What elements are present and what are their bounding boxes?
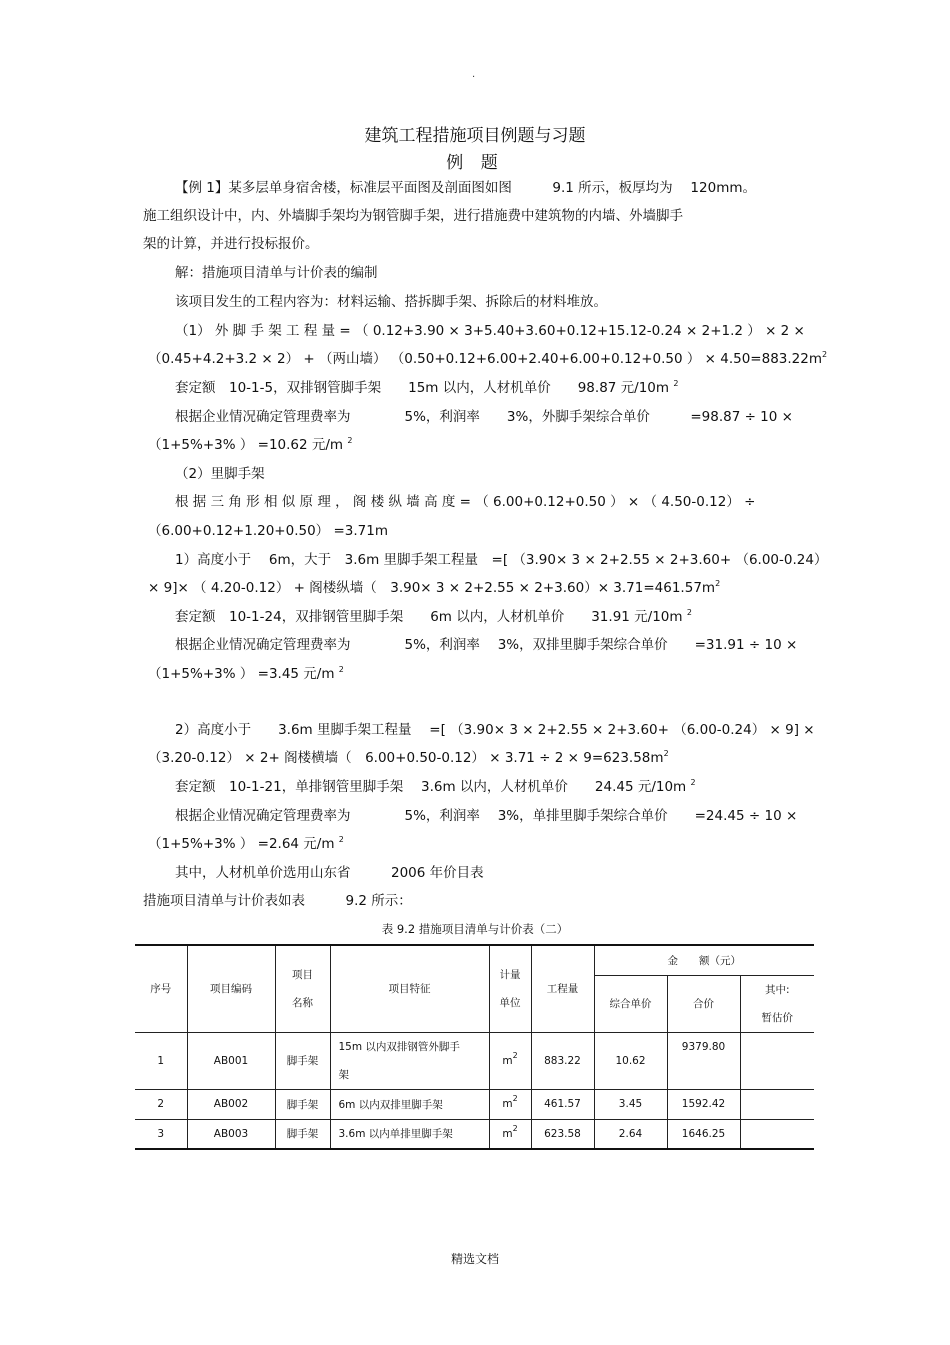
paragraph-line: 套定额 10-1-24，双排钢管里脚手架 6m 以内，人材机单价 31.91 元/10m $^2$ bbox=[175, 608, 692, 625]
paragraph-line: 根据企业情况确定管理费率为 5%，利润率 3%，外脚手架综合单价 =98.87 ÷ 10 × bbox=[175, 409, 793, 425]
header-provisional: 其中: 暂估价 bbox=[740, 975, 814, 1032]
header-seq: 序号 bbox=[135, 945, 187, 1032]
paragraph-line: 套定额 10-1-21，单排钢管里脚手架 3.6m 以内，人材机单价 24.45 元/10m $^2$ bbox=[175, 778, 696, 795]
header-amount: 金 额（元） bbox=[594, 945, 814, 975]
page-footer: 精选文档 bbox=[450, 1252, 499, 1266]
paragraph-line: 解：措施项目清单与计价表的编制 bbox=[175, 265, 378, 281]
header-unit: 计量 单位 bbox=[489, 945, 531, 1032]
paragraph-line: （6.00+0.12+1.20+0.50） =3.71m bbox=[148, 523, 388, 539]
paragraph-line: 根 据 三 角 形 相 似 原 理 ， 阁 楼 纵 墙 高 度 = （ 6.00+0.12+0.50 ） × （ 4.50-0.12） ÷ bbox=[175, 494, 756, 510]
cell-qty: 623.58 bbox=[531, 1119, 594, 1149]
paragraph-line: 2）高度小于 3.6m 里脚手架工程量 =[ （3.90× 3 × 2+2.55 × 2+3.60+ （6.00-0.24） × 9] × bbox=[175, 722, 815, 738]
table-row bbox=[135, 1032, 814, 1089]
cell-code: AB001 bbox=[187, 1032, 275, 1089]
header-qty: 工程量 bbox=[531, 945, 594, 1032]
cell-provisional bbox=[740, 1119, 814, 1149]
paragraph-line: （2）里脚手架 bbox=[175, 466, 265, 482]
cell-unit-price: 3.45 bbox=[594, 1089, 667, 1119]
cell-qty: 883.22 bbox=[531, 1032, 594, 1089]
paragraph-line: 架的计算，并进行投标报价。 bbox=[143, 236, 319, 252]
paragraph-line: 套定额 10-1-5，双排钢管脚手架 15m 以内，人材机单价 98.87 元/10m $^2$ bbox=[175, 379, 679, 396]
cell-feature: 3.6m 以内单排里脚手架 bbox=[330, 1119, 489, 1149]
header-total: 合价 bbox=[667, 975, 740, 1032]
cell-seq: 2 bbox=[135, 1089, 187, 1119]
table-row bbox=[135, 1089, 814, 1119]
paragraph-line: 1）高度小于 6m，大于 3.6m 里脚手架工程量 =[ （3.90× 3 × 2+2.55 × 2+3.60+ （6.00-0.24） bbox=[175, 552, 828, 568]
paragraph-line: （3.20-0.12） × 2+ 阁楼横墙（ $6.00+0.50-0.12) \times 3.71 \div 2 \times 9=623.58m^2$ bbox=[148, 749, 669, 766]
paragraph-line: （1+5%+3% ） =3.45 元/m $^2$ bbox=[148, 665, 344, 682]
paragraph-line: 该项目发生的工程内容为：材料运输、搭拆脚手架、拆除后的材料堆放。 bbox=[175, 294, 607, 310]
table-row bbox=[135, 1119, 814, 1149]
header-code: 项目编码 bbox=[187, 945, 275, 1032]
header-unit-price: 综合单价 bbox=[594, 975, 667, 1032]
cell-provisional bbox=[740, 1089, 814, 1119]
cell-unit: $m^2$ bbox=[489, 1032, 531, 1089]
document-title: 建筑工程措施项目例题与习题 bbox=[364, 126, 586, 146]
cell-code: AB003 bbox=[187, 1119, 275, 1149]
paragraph-line: 其中，人材机单价选用山东省 2006 年价目表 bbox=[175, 865, 484, 881]
cell-total: 1592.42 bbox=[667, 1089, 740, 1119]
section-heading: 例 题 bbox=[446, 153, 504, 173]
paragraph-line: （0.45+4.2+3.2 × 2） + （两山墙） （0.50+0.12+6.00+2.40+6.00+0.12+0.50 ） × $4.50=883.22m^2$ bbox=[148, 350, 828, 367]
paragraph-line: 【例 1】某多层单身宿舍楼，标准层平面图及剖面图如图 9.1 所示，板厚均为 120mm。 bbox=[175, 180, 756, 196]
paragraph-line: 根据企业情况确定管理费率为 5%，利润率 3%，双排里脚手架综合单价 =31.91 ÷ 10 × bbox=[175, 637, 798, 653]
cell-feature: 15m 以内双排钢管外脚手 架 bbox=[330, 1032, 489, 1089]
header-feature: 项目特征 bbox=[330, 945, 489, 1032]
cell-unit: $m^2$ bbox=[489, 1119, 531, 1149]
cell-total: 1646.25 bbox=[667, 1119, 740, 1149]
cell-feature: 6m 以内双排里脚手架 bbox=[330, 1089, 489, 1119]
measures-table bbox=[135, 944, 814, 1150]
cell-name: 脚手架 bbox=[275, 1119, 330, 1149]
cell-unit-price: 2.64 bbox=[594, 1119, 667, 1149]
paragraph-line: 根据企业情况确定管理费率为 5%，利润率 3%，单排里脚手架综合单价 =24.45 ÷ 10 × bbox=[175, 808, 798, 824]
paragraph-line: 措施项目清单与计价表如表 9.2 所示： bbox=[143, 893, 412, 909]
header-name: 项目 名称 bbox=[275, 945, 330, 1032]
paragraph-line: （1+5%+3% ） =2.64 元/m $^2$ bbox=[148, 835, 344, 852]
cell-qty: 461.57 bbox=[531, 1089, 594, 1119]
paragraph-line: × 9]× （ 4.20-0.12） + 阁楼纵墙（ $3.90\times 3 \times 2+2.55 \times 2+3.60)\times 3.71=461.57m^2$ bbox=[148, 579, 721, 596]
paragraph-line: （1+5%+3% ） =10.62 元/m $^2$ bbox=[148, 436, 353, 453]
cell-seq: 3 bbox=[135, 1119, 187, 1149]
cell-provisional bbox=[740, 1032, 814, 1089]
paragraph-line: （1） 外 脚 手 架 工 程 量 = （ 0.12+3.90 × 3+5.40+3.60+0.12+15.12-0.24 × 2+1.2 ） × 2 × bbox=[175, 323, 805, 339]
cell-unit: $m^2$ bbox=[489, 1089, 531, 1119]
cell-unit-price: 10.62 bbox=[594, 1032, 667, 1089]
cell-total: 9379.80 bbox=[667, 1032, 740, 1089]
cell-code: AB002 bbox=[187, 1089, 275, 1119]
cell-name: 脚手架 bbox=[275, 1032, 330, 1089]
header-dot: · bbox=[472, 72, 476, 83]
cell-seq: 1 bbox=[135, 1032, 187, 1089]
cell-name: 脚手架 bbox=[275, 1089, 330, 1119]
table-caption: 表 9.2 措施项目清单与计价表（二） bbox=[381, 922, 569, 936]
paragraph-line: 施工组织设计中，内、外墙脚手架均为钢管脚手架，进行措施费中建筑物的内墙、外墙脚手 bbox=[143, 208, 683, 224]
